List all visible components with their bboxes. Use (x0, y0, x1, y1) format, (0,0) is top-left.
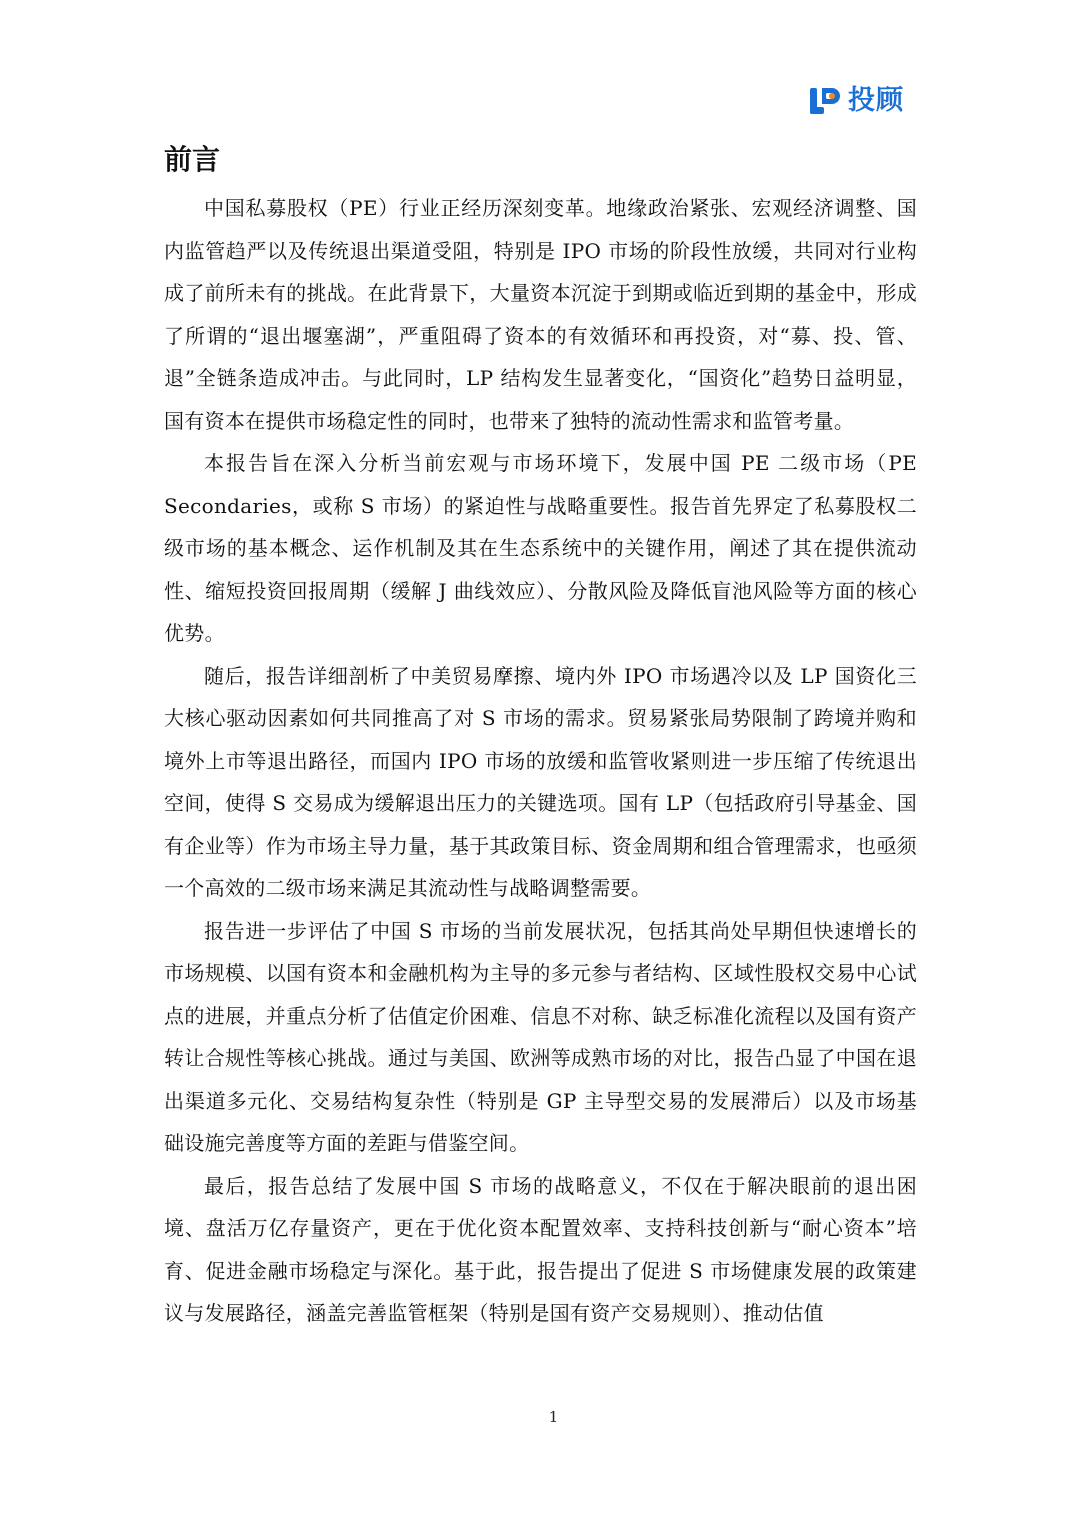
paragraph-3: 随后，报告详细剖析了中美贸易摩擦、境内外 IPO 市场遇冷以及 LP 国资化三大核心驱动因素如何共同推高了对 S 市场的需求。贸易紧张局势限制了跨境并购和境外上市等退出路径，而国内 IPO 市场的放缓和监管收紧则进一步压缩了传统退出空间，使得 S 交易成为缓解退出压力的关键选项。国有 LP（包括政府引导基金、国有企业等）作为市场主导力量，基于其政策目标、资金周期和组合管理需求，也亟须一个高效的二级市场来满足其流动性与战略调整需要。 (164, 663, 917, 900)
brand-logo (808, 84, 904, 118)
logo-icon (808, 84, 844, 118)
logo-text: 投顾 (848, 85, 904, 116)
paragraph-2: 本报告旨在深入分析当前宏观与市场环境下，发展中国 PE 二级市场（PE Secondaries，或称 S 市场）的紧迫性与战略重要性。报告首先界定了私募股权二级市场的基本概念、运作机制及其在生态系统中的关键作用，阐述了其在提供流动性、缩短投资回报周期（缓解 J 曲线效应）、分散风险及降低盲池风险等方面的核心优势。 (164, 451, 917, 645)
paragraph-1: 中国私募股权（PE）行业正经历深刻变革。地缘政治紧张、宏观经济调整、国内监管趋严以及传统退出渠道受阻，特别是 IPO 市场的阶段性放缓，共同对行业构成了前所未有的挑战。在此背景下，大量资本沉淀于到期或临近到期的基金中，形成了所谓的“退出堰塞湖”，严重阻碍了资本的有效循环和再投资，对“募、投、管、退”全链条造成冲击。与此同时，LP 结构发生显著变化，“国资化”趋势日益明显，国有资本在提供市场稳定性的同时，也带来了独特的流动性需求和监管考量。 (164, 196, 917, 433)
body-text (164, 187, 917, 1335)
page-number: 1 (548, 1408, 559, 1426)
page-title: 前言 (164, 143, 221, 176)
paragraph-4: 报告进一步评估了中国 S 市场的当前发展状况，包括其尚处早期但快速增长的市场规模、以国有资本和金融机构为主导的多元参与者结构、区域性股权交易中心试点的进展，并重点分析了估值定价困难、信息不对称、缺乏标准化流程以及国有资产转让合规性等核心挑战。通过与美国、欧洲等成熟市场的对比，报告凸显了中国在退出渠道多元化、交易结构复杂性（特别是 GP 主导型交易的发展滞后）以及市场基础设施完善度等方面的差距与借鉴空间。 (164, 918, 917, 1155)
paragraph-5: 最后，报告总结了发展中国 S 市场的战略意义，不仅在于解决眼前的退出困境、盘活万亿存量资产，更在于优化资本配置效率、支持科技创新与“耐心资本”培育、促进金融市场稳定与深化。基于此，报告提出了促进 S 市场健康发展的政策建议与发展路径，涵盖完善监管框架（特别是国有资产交易规则）、推动估值 (164, 1173, 917, 1325)
